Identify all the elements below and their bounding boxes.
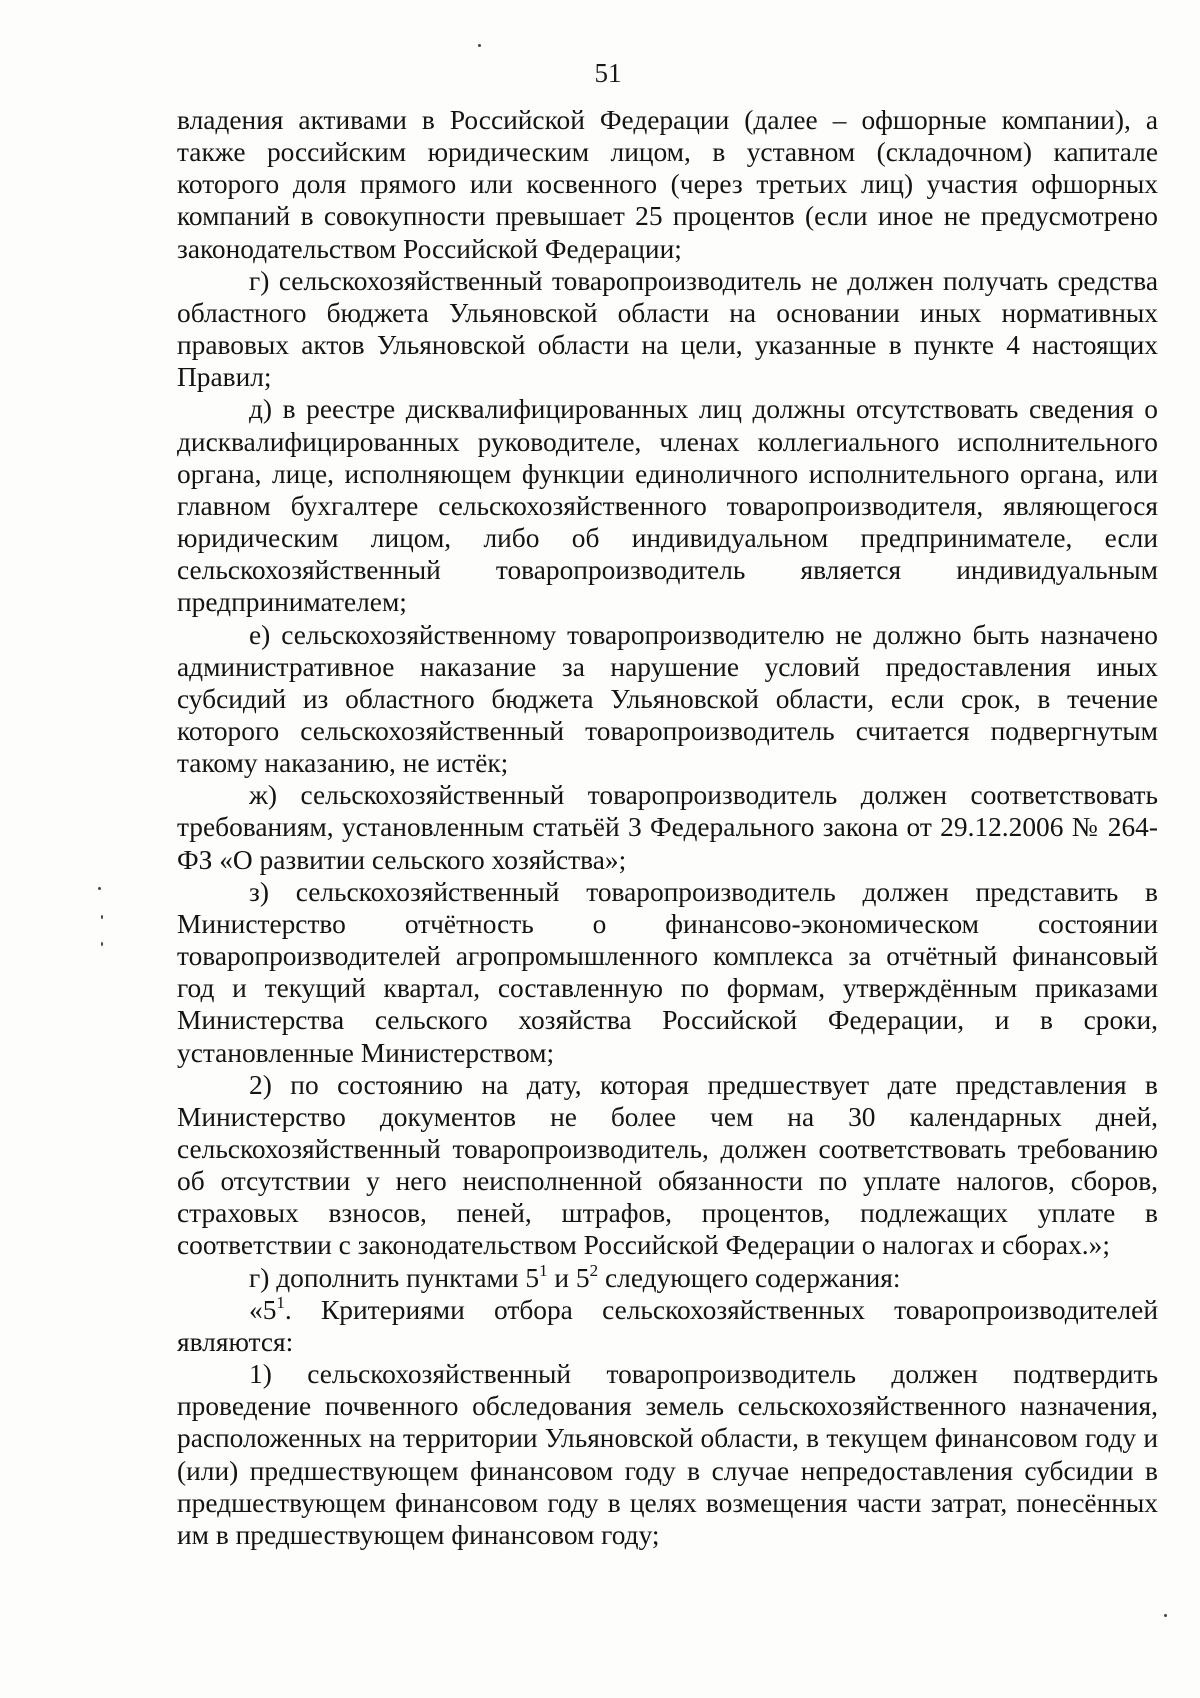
superscript-1: 1 bbox=[276, 1292, 285, 1312]
superscript-1: 1 bbox=[539, 1260, 548, 1280]
add-points-text-mid: и 5 bbox=[547, 1262, 590, 1293]
superscript-2: 2 bbox=[589, 1260, 599, 1280]
scan-speck bbox=[101, 942, 103, 946]
scan-speck bbox=[1164, 1614, 1167, 1617]
document-body bbox=[177, 104, 1158, 1551]
scan-speck bbox=[101, 915, 103, 919]
page-number: 51 bbox=[594, 58, 622, 88]
paragraph-d-disqualified-persons: д) в реестре дисквалифицированных лиц должны отсутствовать сведения о дисквалифицированных руководителе, членах коллегиального исполнительного органа, лице, исполняющем функции единоличного исполнительного органа, или главном бухгалтере сельскохозяйственного товаропроизводителя, являющегося юридическим лицом, либо об индивидуальном предпринимателе, если сельскохозяйственный товаропроизводитель является индивидуальным предпринимателем; bbox=[177, 394, 1158, 618]
paragraph-g-budget-funds: г) сельскохозяйственный товаропроизводитель не должен получать средства областного бюджета Ульяновской области на основании иных нормативных правовых актов Ульяновской области на цели, указанные в пункте 4 настоящих Правил; bbox=[177, 265, 1158, 393]
paragraph-g-add-points bbox=[177, 1262, 1158, 1294]
criteria-text-start: «5 bbox=[249, 1294, 277, 1325]
paragraph-e-administrative-penalty: е) сельскохозяйственному товаропроизводителю не должно быть назначено административное наказание за нарушение условий предоставления иных субсидий из областного бюджета Ульяновской области, если срок, в течение которого сельскохозяйственный товаропроизводитель считается подвергнутым такому наказанию, не истёк; bbox=[177, 619, 1158, 779]
paragraph-offshore-continuation: владения активами в Российской Федерации (далее – офшорные компании), а также российским юридическим лицом, в уставном (складочном) капитале которого доля прямого или косвенного (через третьих лиц) участия офшорных компаний в совокупности превышает 25 процентов (если иное не предусмотрено законодательством Российской Федерации; bbox=[177, 105, 1158, 264]
paragraph-5-1-criteria bbox=[177, 1294, 1158, 1358]
paragraph-2-tax-obligations: 2) по состоянию на дату, которая предшествует дате представления в Министерство документов не более чем на 30 календарных дней, сельскохозяйственный товаропроизводитель, должен соответствовать требованию об отсутствии у него неисполненной обязанности по уплате налогов, сборов, страховых взносов, пеней, штрафов, процентов, подлежащих уплате в соответствии с законодательством Российской Федерации о налогах и сборах.»; bbox=[177, 1069, 1158, 1261]
scan-speck bbox=[478, 44, 481, 47]
criteria-text-end: . Критериями отбора сельскохозяйственных товаропроизводителей являются: bbox=[177, 1294, 1158, 1357]
add-points-text-end: следующего содержания: bbox=[598, 1262, 901, 1293]
add-points-text-start: г) дополнить пунктами 5 bbox=[249, 1262, 540, 1293]
paragraph-1-soil-survey: 1) сельскохозяйственный товаропроизводитель должен подтвердить проведение почвенного обследования земель сельскохозяйственного назначения, расположенных на территории Ульяновской области, в текущем финансовом году и (или) предшествующем финансовом году в случае непредоставления субсидии в предшествующем финансовом году в целях возмещения части затрат, понесённых им в предшествующем финансовом году; bbox=[177, 1359, 1158, 1550]
paragraph-z-reporting: з) сельскохозяйственный товаропроизводитель должен представить в Министерство отчётность о финансово-экономическом состоянии товаропроизводителей агропромышленного комплекса за отчётный финансовый год и текущий квартал, составленную по формам, утверждённым приказами Министерства сельского хозяйства Российской Федерации, и в сроки, установленные Министерством; bbox=[177, 876, 1158, 1068]
scan-speck bbox=[98, 887, 101, 890]
paragraph-zh-federal-law: ж) сельскохозяйственный товаропроизводитель должен соответствовать требованиям, установленным статьёй 3 Федерального закона от 29.12.2006 № 264-ФЗ «О развитии сельского хозяйства»; bbox=[177, 780, 1158, 875]
